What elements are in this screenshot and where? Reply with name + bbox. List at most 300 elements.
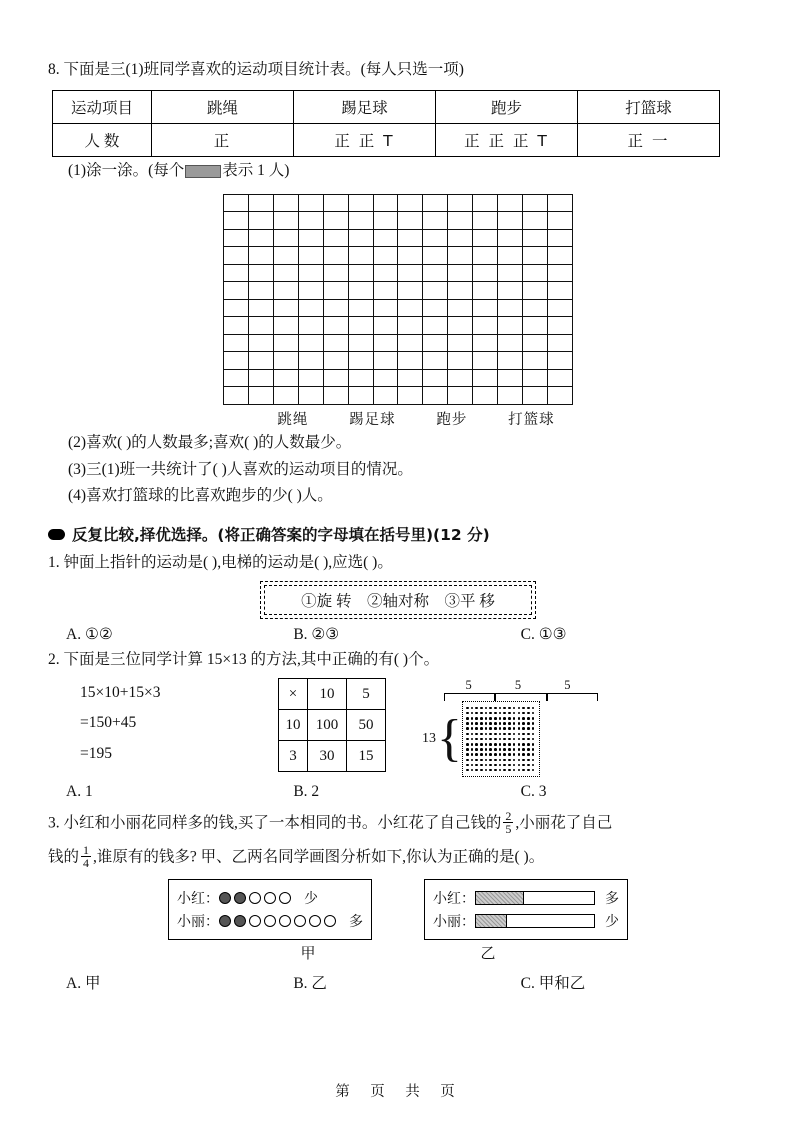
grid-cell[interactable] (423, 282, 448, 300)
grid-cell[interactable] (273, 387, 298, 405)
grid-cell[interactable] (523, 282, 548, 300)
q3-text-3: 钱的 (48, 848, 80, 866)
question-2-figures (48, 678, 748, 776)
grid-cell[interactable] (498, 387, 523, 405)
dot-icon (522, 743, 525, 746)
grid-cell[interactable] (448, 212, 473, 230)
dot-icon (503, 759, 506, 762)
grid-cell[interactable] (523, 369, 548, 387)
grid-cell[interactable] (547, 264, 572, 282)
dot-row (466, 767, 536, 772)
dot-icon (475, 733, 478, 736)
dot-icon (522, 712, 525, 715)
dot-icon (518, 769, 521, 772)
grid-cell[interactable] (448, 229, 473, 247)
dot-icon (485, 753, 488, 756)
grid-cell[interactable] (248, 334, 273, 352)
grid-cell[interactable] (273, 229, 298, 247)
grid-cell[interactable] (348, 369, 373, 387)
grid-cell[interactable] (398, 299, 423, 317)
dot-icon (527, 769, 530, 772)
dot-icon (508, 738, 511, 741)
dot-icon (489, 727, 492, 730)
grid-cell[interactable] (248, 247, 273, 265)
grid-cell[interactable] (473, 247, 498, 265)
grid-cell[interactable] (423, 264, 448, 282)
choice-a[interactable]: A. 1 (66, 782, 93, 800)
dot-top-label-2: 5 (564, 678, 571, 693)
grid-cell[interactable] (547, 369, 572, 387)
grid-cell[interactable] (523, 299, 548, 317)
grid-cell[interactable] (298, 317, 323, 335)
grid-cell[interactable] (448, 387, 473, 405)
empty-circle-icon (249, 915, 261, 927)
model-yi-row-1 (433, 911, 619, 931)
grid-cell[interactable] (348, 387, 373, 405)
dot-icon (513, 727, 516, 730)
grid-cell[interactable] (348, 212, 373, 230)
grid-cell[interactable] (224, 282, 249, 300)
dot-icon (466, 753, 469, 756)
grid-cell[interactable] (224, 194, 249, 212)
question-1-option-box (260, 581, 536, 619)
grid-cell[interactable] (373, 229, 398, 247)
dot-icon (518, 707, 521, 710)
grid-cell[interactable] (473, 212, 498, 230)
grid-row (224, 387, 573, 405)
fraction-1-4 (81, 844, 91, 870)
grid-cell[interactable] (398, 194, 423, 212)
grid-cell[interactable] (248, 282, 273, 300)
grid-cell[interactable] (448, 299, 473, 317)
grid-cell[interactable] (323, 387, 348, 405)
grid-cell[interactable] (373, 352, 398, 370)
dot-icon (489, 717, 492, 720)
choice-b[interactable]: B. 2 (293, 782, 320, 800)
grid-cell[interactable] (323, 247, 348, 265)
grid-cell[interactable] (273, 212, 298, 230)
dot-icon (485, 748, 488, 751)
dot-array-braces (444, 693, 598, 701)
grid-cell[interactable] (273, 317, 298, 335)
grid-cell[interactable] (498, 247, 523, 265)
cell-row1-header: 运动项目 (53, 91, 152, 124)
dot-icon (513, 738, 516, 741)
grid-cell[interactable] (273, 194, 298, 212)
grid-cell[interactable] (248, 387, 273, 405)
model-yi-row-0 (433, 888, 619, 908)
grid-row (224, 352, 573, 370)
grid-cell[interactable] (523, 212, 548, 230)
cell-1-2: 50 (347, 710, 386, 741)
dot-icon (513, 759, 516, 762)
dot-icon (489, 769, 492, 772)
grid-cell[interactable] (498, 317, 523, 335)
dot-icon (480, 717, 483, 720)
grid-cell[interactable] (423, 229, 448, 247)
grid-cell[interactable] (323, 229, 348, 247)
grid-cell[interactable] (373, 194, 398, 212)
grid-cell[interactable] (224, 264, 249, 282)
grid-cell[interactable] (398, 387, 423, 405)
dot-icon (513, 764, 516, 767)
dot-icon (522, 759, 525, 762)
grid-cell[interactable] (498, 369, 523, 387)
dot-icon (518, 717, 521, 720)
grid-cell[interactable] (273, 352, 298, 370)
grid-cell[interactable] (523, 194, 548, 212)
row-label: 小红： (177, 892, 219, 908)
question-3-stem-line-1 (48, 808, 748, 837)
dot-icon (475, 764, 478, 767)
dot-icon (485, 764, 488, 767)
dot-icon (508, 727, 511, 730)
grid-cell[interactable] (473, 387, 498, 405)
dot-icon (518, 738, 521, 741)
sub1-suffix: 表示 1 人) (222, 162, 290, 180)
grid-cell[interactable] (523, 317, 548, 335)
grid-cell[interactable] (523, 352, 548, 370)
grid-cell[interactable] (448, 334, 473, 352)
grid-cell[interactable] (348, 282, 373, 300)
cell-1-1: 100 (308, 710, 347, 741)
dot-icon (471, 759, 474, 762)
grid-cell[interactable] (547, 247, 572, 265)
grid-cell[interactable] (473, 229, 498, 247)
grid-cell[interactable] (248, 352, 273, 370)
grid-cell[interactable] (348, 194, 373, 212)
dot-icon (480, 743, 483, 746)
dot-icon (489, 743, 492, 746)
grid-cell[interactable] (323, 369, 348, 387)
grid-cell[interactable] (273, 369, 298, 387)
grid-cell[interactable] (298, 387, 323, 405)
table-row-sports (53, 91, 720, 124)
cell-sport-0: 跳绳 (152, 91, 294, 124)
grid-cell[interactable] (298, 264, 323, 282)
dot-icon (527, 717, 530, 720)
grid-cell[interactable] (423, 352, 448, 370)
grid-cell[interactable] (348, 247, 373, 265)
choice-c[interactable]: C. ①③ (520, 626, 567, 644)
grid-cell[interactable] (448, 282, 473, 300)
choice-a[interactable]: A. 甲 (66, 975, 101, 993)
dot-icon (499, 712, 502, 715)
grid-cell[interactable] (473, 299, 498, 317)
grid-cell[interactable] (547, 387, 572, 405)
grid-cell[interactable] (423, 387, 448, 405)
choice-b[interactable]: B. 乙 (293, 975, 327, 993)
grid-cell[interactable] (298, 334, 323, 352)
dot-icon (466, 769, 469, 772)
grid-row (224, 194, 573, 212)
grid-cell[interactable] (348, 299, 373, 317)
grid-cell[interactable] (248, 212, 273, 230)
grid-cell[interactable] (248, 194, 273, 212)
grid-cell[interactable] (224, 299, 249, 317)
grid-cell[interactable] (323, 282, 348, 300)
grid-row (224, 247, 573, 265)
grid-cell[interactable] (224, 247, 249, 265)
row-tag: 少 (304, 892, 318, 908)
grid-cell[interactable] (373, 282, 398, 300)
dot-icon (489, 712, 492, 715)
grid-cell[interactable] (348, 317, 373, 335)
grid-cell[interactable] (373, 387, 398, 405)
grid-cell[interactable] (248, 317, 273, 335)
dot-icon (466, 743, 469, 746)
grid-cell[interactable] (448, 264, 473, 282)
q3-text-4: ,谁原有的钱多? 甲、乙两名同学画图分析如下,你认为正确的是( )。 (93, 848, 545, 866)
dot-icon (532, 759, 535, 762)
dot-icon (527, 764, 530, 767)
grid-cell[interactable] (348, 334, 373, 352)
grid-cell[interactable] (248, 369, 273, 387)
grid-cell[interactable] (547, 334, 572, 352)
grid-cell[interactable] (423, 247, 448, 265)
dot-icon (494, 764, 497, 767)
grid-cell[interactable] (523, 387, 548, 405)
grid-cell[interactable] (298, 369, 323, 387)
grid-cell[interactable] (323, 299, 348, 317)
dot-icon (518, 727, 521, 730)
grid-cell[interactable] (523, 264, 548, 282)
grid-cell[interactable] (448, 352, 473, 370)
model-label-yi: 乙 (480, 946, 496, 963)
choice-c[interactable]: C. 甲和乙 (520, 975, 586, 993)
dot-icon (494, 759, 497, 762)
dot-icon (480, 707, 483, 710)
dot-icon (466, 764, 469, 767)
grid-cell[interactable] (473, 264, 498, 282)
grid-cell[interactable] (547, 229, 572, 247)
calc-line-2: =195 (80, 744, 112, 762)
empty-circle-icon (249, 892, 261, 904)
grid-cell[interactable] (323, 317, 348, 335)
dot-icon (518, 753, 521, 756)
grid-cell[interactable] (298, 299, 323, 317)
grid-cell[interactable] (273, 282, 298, 300)
grid-cell[interactable] (373, 369, 398, 387)
grid-cell[interactable] (498, 212, 523, 230)
grid-cell[interactable] (473, 282, 498, 300)
grid-cell[interactable] (224, 387, 249, 405)
empty-circle-icon (309, 915, 321, 927)
dot-icon (532, 743, 535, 746)
grid-cell[interactable] (348, 352, 373, 370)
grid-cell[interactable] (398, 282, 423, 300)
grid-cell[interactable] (323, 212, 348, 230)
fraction-denominator: 5 (505, 822, 512, 837)
grid-cell[interactable] (473, 317, 498, 335)
grid-cell[interactable] (373, 212, 398, 230)
dot-icon (527, 712, 530, 715)
grid-cell[interactable] (547, 212, 572, 230)
dot-icon (532, 764, 535, 767)
grid-cell[interactable] (248, 264, 273, 282)
dot-icon (513, 712, 516, 715)
dot-icon (522, 753, 525, 756)
cell-tally-2: 正 正 正 T (436, 124, 578, 157)
dot-icon (508, 707, 511, 710)
grid-cell[interactable] (248, 229, 273, 247)
dot-icon (527, 733, 530, 736)
grid-cell[interactable] (348, 264, 373, 282)
question-3-choices (48, 971, 748, 993)
grid-cell[interactable] (248, 299, 273, 317)
dot-icon (508, 769, 511, 772)
grid-cell[interactable] (398, 247, 423, 265)
grid-cell[interactable] (298, 282, 323, 300)
grid-cell[interactable] (547, 317, 572, 335)
dot-icon (532, 769, 535, 772)
dot-icon (475, 748, 478, 751)
grid-cell[interactable] (547, 299, 572, 317)
grid-cell[interactable] (373, 299, 398, 317)
dot-icon (503, 733, 506, 736)
grid-cell[interactable] (547, 352, 572, 370)
axis-label-2: 跑步 (436, 411, 468, 428)
grid-cell[interactable] (323, 264, 348, 282)
dot-icon (466, 712, 469, 715)
grid-cell[interactable] (348, 229, 373, 247)
dot-icon (499, 769, 502, 772)
grid-cell[interactable] (398, 334, 423, 352)
grid-cell[interactable] (423, 194, 448, 212)
dot-icon (480, 753, 483, 756)
dot-icon (475, 722, 478, 725)
grid-cell[interactable] (423, 334, 448, 352)
empty-circle-icon (264, 892, 276, 904)
table-row-counts (53, 124, 720, 157)
dot-icon (466, 717, 469, 720)
dot-icon (475, 727, 478, 730)
grid-cell[interactable] (398, 317, 423, 335)
grid-cell[interactable] (323, 352, 348, 370)
dot-icon (532, 733, 535, 736)
cell-2-1: 30 (308, 741, 347, 772)
grid-cell[interactable] (448, 194, 473, 212)
fraction-numerator: 1 (83, 842, 90, 857)
dot-icon (480, 764, 483, 767)
grid-cell[interactable] (498, 334, 523, 352)
grid-cell[interactable] (473, 369, 498, 387)
dot-icon (471, 743, 474, 746)
grid-cell[interactable] (523, 334, 548, 352)
grid-cell[interactable] (273, 299, 298, 317)
grid-cell[interactable] (547, 194, 572, 212)
grid-cell[interactable] (473, 334, 498, 352)
grid-cell[interactable] (423, 299, 448, 317)
empty-circle-icon (294, 915, 306, 927)
grid-cell[interactable] (373, 317, 398, 335)
choice-a[interactable]: A. ①② (66, 626, 113, 644)
choice-b[interactable]: B. ②③ (293, 626, 340, 644)
grid-cell[interactable] (498, 229, 523, 247)
grid-cell[interactable] (323, 194, 348, 212)
chart-axis-labels (223, 408, 575, 429)
grid-cell[interactable] (298, 212, 323, 230)
grid-cell[interactable] (547, 282, 572, 300)
grid-cell[interactable] (298, 352, 323, 370)
grid-cell[interactable] (224, 317, 249, 335)
grid-cell[interactable] (224, 352, 249, 370)
question-1-options: ①旋 转 ②轴对称 ③平 移 (264, 585, 532, 615)
grid-cell[interactable] (498, 264, 523, 282)
grid-cell[interactable] (224, 229, 249, 247)
fraction-numerator: 2 (505, 808, 512, 823)
grid-cell[interactable] (373, 334, 398, 352)
grid-cell[interactable] (298, 229, 323, 247)
dot-icon (532, 707, 535, 710)
grid-cell[interactable] (398, 369, 423, 387)
grid-cell[interactable] (224, 212, 249, 230)
dot-icon (503, 753, 506, 756)
grid-cell[interactable] (398, 352, 423, 370)
grid-cell[interactable] (473, 194, 498, 212)
dot-icon (485, 769, 488, 772)
grid-row (224, 212, 573, 230)
dot-icon (508, 743, 511, 746)
grid-cell[interactable] (473, 352, 498, 370)
grid-cell[interactable] (448, 247, 473, 265)
grid-cell[interactable] (423, 317, 448, 335)
grid-cell[interactable] (273, 264, 298, 282)
grid-cell[interactable] (224, 334, 249, 352)
table-row (279, 741, 386, 772)
dot-icon (494, 738, 497, 741)
dot-icon (471, 733, 474, 736)
grid-cell[interactable] (273, 247, 298, 265)
grid-cell[interactable] (373, 247, 398, 265)
grid-cell[interactable] (523, 229, 548, 247)
grid-cell[interactable] (323, 334, 348, 352)
dot-icon (466, 722, 469, 725)
grid-cell[interactable] (523, 247, 548, 265)
grid-cell[interactable] (448, 369, 473, 387)
grid-cell[interactable] (498, 352, 523, 370)
grid-cell[interactable] (448, 317, 473, 335)
brace-1 (495, 693, 546, 701)
dot-icon (522, 733, 525, 736)
question-8-stem: 8. 下面是三(1)班同学喜欢的运动项目统计表。(每人只选一项) (48, 61, 464, 78)
cell-tally-3: 正 一 (578, 124, 720, 157)
dot-icon (494, 727, 497, 730)
grid-cell[interactable] (423, 369, 448, 387)
grid-cell[interactable] (398, 229, 423, 247)
grid-cell[interactable] (298, 194, 323, 212)
dot-icon (503, 727, 506, 730)
model-jia (168, 879, 372, 940)
dot-icon (475, 717, 478, 720)
grid-cell[interactable] (373, 264, 398, 282)
grid-cell[interactable] (298, 247, 323, 265)
dot-top-label-1: 5 (514, 678, 522, 693)
grid-cell[interactable] (498, 299, 523, 317)
dot-icon (466, 727, 469, 730)
grid-cell[interactable] (398, 264, 423, 282)
dot-icon (503, 738, 506, 741)
grid-cell[interactable] (273, 334, 298, 352)
question-1-choices (48, 625, 748, 644)
grid-cell[interactable] (498, 282, 523, 300)
bar-chart-grid[interactable] (223, 194, 573, 405)
grid-cell[interactable] (498, 194, 523, 212)
grid-cell[interactable] (398, 212, 423, 230)
grid-cell[interactable] (224, 369, 249, 387)
grid-cell[interactable] (423, 212, 448, 230)
choice-c[interactable]: C. 3 (520, 782, 547, 800)
